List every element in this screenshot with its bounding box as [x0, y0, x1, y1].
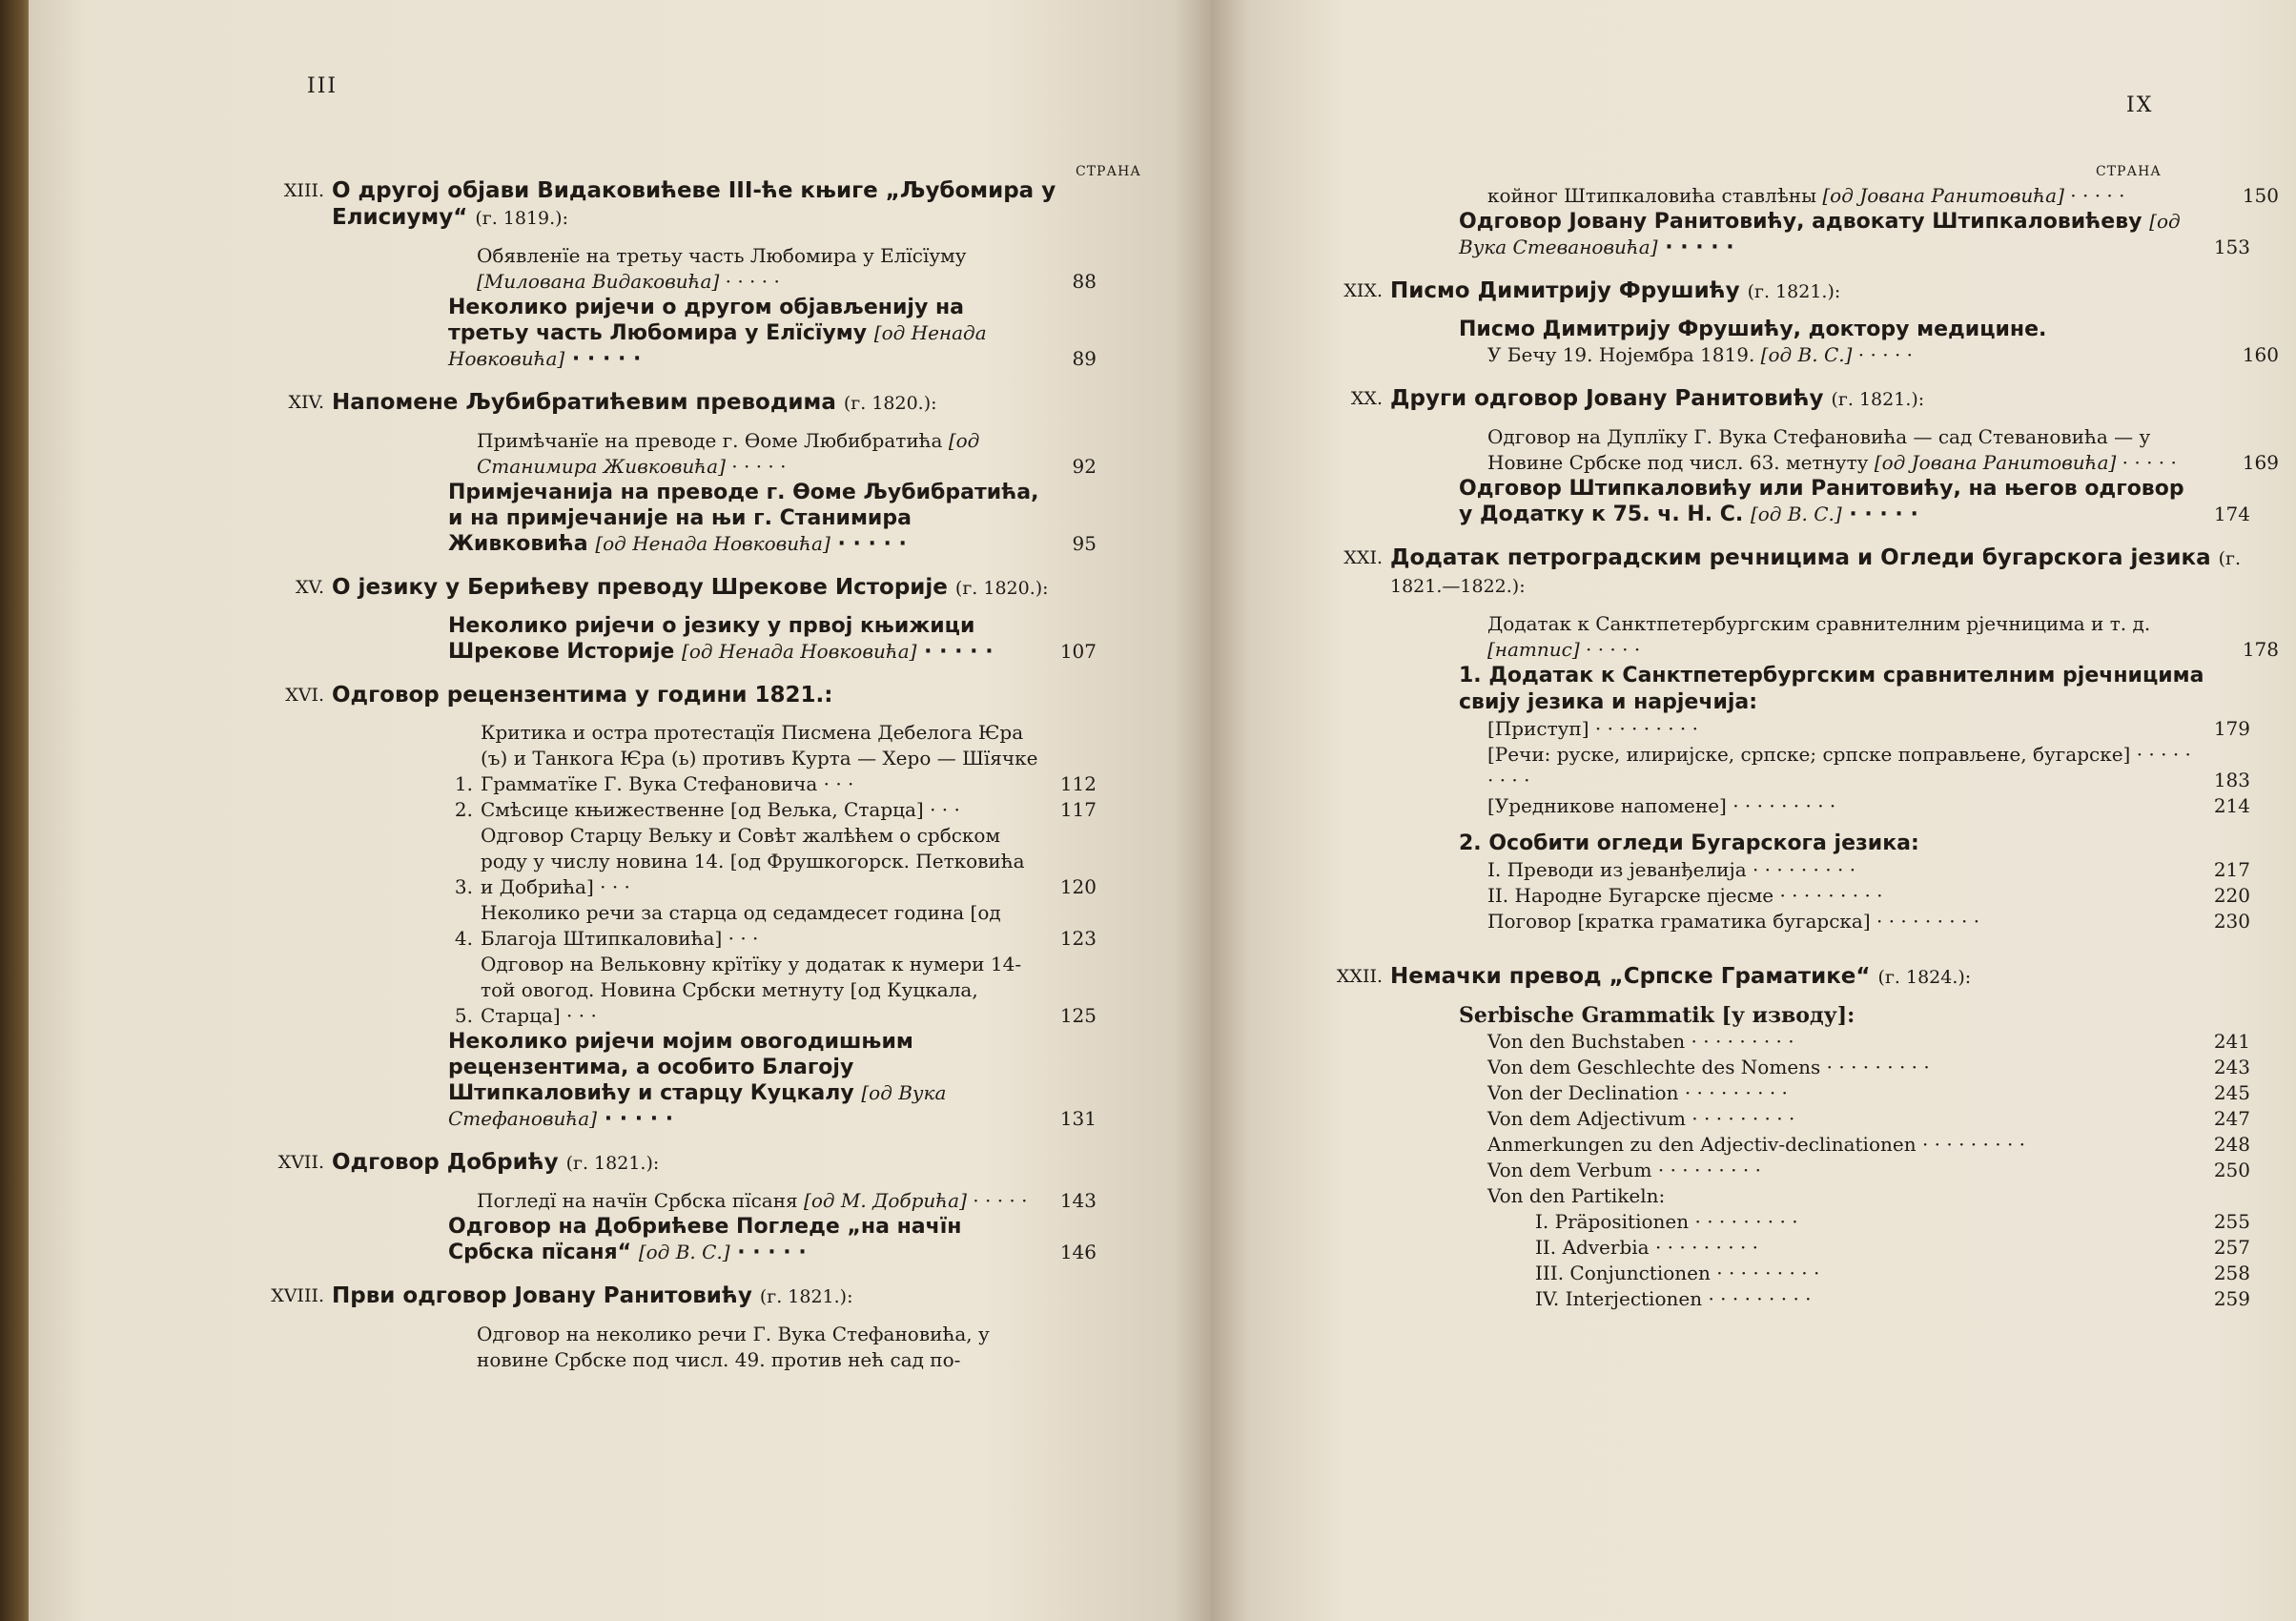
section-title	[332, 1149, 1097, 1177]
spacer	[1316, 819, 2269, 831]
entry-text: Примѣчанїе на преводе г. Ѳоме Любибратића	[477, 429, 943, 452]
entry-number: 1.	[454, 772, 473, 795]
entry-text: I. Преводи из јеванђелија · · · · · · · · ·	[1487, 858, 1856, 881]
column-header-strana: СТРАНА	[1076, 164, 1141, 179]
entry-text: Одговор Старцу Вељку и Совѣт жалѣћем о србском роду у числу новина 14. [од Фрушкогорск. Петковића и Добрића] · · ·	[481, 824, 1025, 898]
section-year: (г. 1819.):	[475, 208, 568, 229]
section-title-text: О језику у Берићеву преводу Шрекове Историје	[332, 575, 948, 600]
toc-section	[257, 1282, 1211, 1390]
entry-author: [од В. С.]	[638, 1241, 730, 1263]
page-ref: 241	[2213, 1030, 2250, 1053]
toc-entry	[1487, 183, 2279, 209]
entry-author: [од Јована Ранитовића]	[1822, 184, 2064, 207]
entry-text: Смѣсице књижественне [од Вељка, Старца] · · ·	[481, 798, 960, 821]
spacer	[1316, 600, 2269, 611]
toc-entry	[1535, 1286, 2250, 1312]
section-heading	[1316, 385, 2269, 413]
section-title	[332, 1282, 1097, 1310]
spacer	[1316, 260, 2269, 277]
entry-text: [Уредникове напомене] · · · · · · · · ·	[1487, 794, 1836, 817]
toc-entry	[477, 1322, 1097, 1373]
toc-entry	[448, 1214, 1097, 1265]
entry-text: Одговор на Добрићеве Погледе „на начїн Србска пїсаня“	[448, 1215, 962, 1264]
toc-entry	[1487, 857, 2250, 883]
numbered-entry	[448, 797, 1097, 823]
section-title-text: Први одговор Јовану Ранитовићу	[332, 1283, 752, 1308]
section-number: XX.	[1350, 388, 1383, 409]
page-ref: 230	[2213, 910, 2250, 933]
toc-section	[257, 389, 1211, 574]
toc-entry	[477, 428, 1097, 480]
section-heading	[1316, 963, 2269, 991]
numbered-entry	[448, 720, 1097, 797]
toc-entry	[1459, 209, 2250, 260]
toc-entry	[448, 480, 1097, 557]
toc-entry	[1487, 1158, 2250, 1183]
entry-text: [Приступ] · · · · · · · · ·	[1487, 717, 1698, 740]
section-title-text: Немачки превод „Српске Граматике“	[1390, 964, 1871, 989]
section-title-text: Напомене Љубибратићевим преводима	[332, 390, 836, 415]
page-ref: 112	[1059, 772, 1097, 795]
right-page	[1211, 0, 2296, 1621]
section-year: (г. 1820.):	[843, 393, 937, 414]
page-ref: 131	[1059, 1107, 1097, 1130]
entry-title: Одговор Штипкаловићу или Ранитовићу, на његов одговор у Додатку к 75. ч. Н. С. [од В. С.] · · · · ·	[1459, 477, 2184, 526]
page-ref: 88	[1072, 270, 1097, 293]
spacer	[257, 232, 1211, 243]
page-ref: 217	[2213, 858, 2250, 881]
entry-text: III. Conjunctionen · · · · · · · · ·	[1535, 1262, 1820, 1284]
entry-text: Критика и остра протестацїя Писмена Дебелога Ѥра (ъ) и Танкога Ѥра (ь) противъ Курта — Херо — Шїячке Грамматїке Г. Вука Стефановича · · ·	[481, 721, 1038, 795]
section-number: XVI.	[285, 685, 324, 706]
entry-number: 4.	[454, 927, 473, 950]
page-ref: 220	[2213, 884, 2250, 907]
toc-section	[257, 682, 1211, 1149]
section-heading	[1316, 544, 2269, 600]
toc-section	[257, 1149, 1211, 1282]
section-title-text: Одговор Добрићу	[332, 1150, 559, 1175]
section-title-text: Други одговор Јовану Ранитовићу	[1390, 386, 1824, 411]
spacer	[257, 1132, 1211, 1149]
entry-text: Неколико ријечи о језику у првој књижици Шрекове Историје	[448, 614, 975, 664]
page-ref: 107	[1059, 640, 1097, 663]
page-ref: 117	[1059, 798, 1097, 821]
toc-left	[257, 177, 1211, 1390]
entry-author: [од Вука Стефановића]	[448, 1081, 947, 1130]
spacer	[1316, 413, 2269, 424]
spacer	[257, 1265, 1211, 1282]
page-ref: 250	[2213, 1159, 2250, 1181]
spacer	[1316, 946, 2269, 963]
toc-entry	[1487, 793, 2250, 819]
entry-text: Поговор [кратка граматика бугарска] · · · · · · · · ·	[1487, 910, 1980, 933]
section-heading	[257, 389, 1097, 417]
left-page	[29, 0, 1211, 1621]
toc-section	[1316, 544, 2279, 963]
entry-text: Неколико ријечи о другом објављенију на третьу часть Любомира у Елїсїуму	[448, 296, 965, 345]
entry-text: Von dem Adjectivum · · · · · · · · ·	[1487, 1107, 1795, 1130]
toc-right	[1316, 183, 2279, 1329]
entry-title	[477, 1322, 1041, 1373]
entry-author: [од Јована Ранитовића]	[1874, 451, 2117, 474]
entry-text: Додатак к Санктпетербургским сравнителним рјечницима и т. д.	[1487, 612, 2151, 635]
toc-entry	[448, 1029, 1097, 1132]
entry-text: Одговор Јовану Ранитовићу, адвокату Штипкаловићеву	[1459, 210, 2142, 234]
entry-text: I. Präpositionen · · · · · · · · ·	[1535, 1210, 1798, 1233]
entry-title: Неколико ријечи о језику у првој књижици Шрекове Историје [од Ненада Новковића] · · · · ·	[448, 614, 994, 664]
entry-title: Погледї на начїн Србска пїсаня [од М. Добрића] · · · · ·	[477, 1189, 1028, 1212]
spacer	[257, 1177, 1211, 1188]
entry-text: Неколико речи за старца од седамдесет година [од Благоја Штипкаловића] · · ·	[481, 901, 1001, 950]
entry-text: Von der Declination · · · · · · · · ·	[1487, 1081, 1788, 1104]
page-ref: 146	[1059, 1241, 1097, 1263]
page-ref: 169	[2242, 451, 2279, 474]
page-ref: 174	[2213, 503, 2250, 525]
section-number: XVIII.	[271, 1285, 324, 1306]
spacer	[257, 417, 1211, 428]
toc-section	[1316, 277, 2279, 385]
section-year: (г. 1821.):	[1747, 281, 1841, 302]
spacer	[257, 602, 1211, 613]
toc-section	[257, 574, 1211, 682]
entry-title: Обявленїе на третьу часть Любомира у Елїсїуму [Милована Видаковића] · · · · ·	[477, 244, 967, 293]
section-heading	[257, 177, 1097, 232]
section-year: (г. 1821.):	[565, 1153, 660, 1174]
toc-entry	[1487, 1055, 2250, 1080]
page-ref: 258	[2213, 1262, 2250, 1284]
toc-entry	[477, 243, 1097, 295]
page-ref: 143	[1059, 1189, 1097, 1212]
page-ref: 248	[2213, 1133, 2250, 1156]
entry-text: Примјечанија на преводе г. Ѳоме Љубибратића, и на примјечаније на њи г. Станимира Живковића	[448, 481, 1039, 556]
spacer	[1316, 991, 2269, 1002]
spacer	[1316, 305, 2269, 317]
spacer	[257, 665, 1211, 682]
section-title-text: Додатак петроградским речницима и Огледи бугарскога језика	[1390, 545, 2211, 570]
toc-entry	[1487, 716, 2250, 742]
entry-title: Одговор на Добрићеве Погледе „на начїн Србска пїсаня“ [од В. С.] · · · · ·	[448, 1215, 962, 1264]
page-ref: 95	[1072, 532, 1097, 555]
entry-title: Примјечанија на преводе г. Ѳоме Љубибратића, и на примјечаније на њи г. Станимира Живковића [од Ненада Новковића] · · · · ·	[448, 481, 1039, 556]
section-number: XVII.	[277, 1152, 324, 1173]
page-ref: 92	[1072, 455, 1097, 478]
toc-entry	[1487, 1029, 2250, 1055]
section-number: XXI.	[1343, 547, 1383, 568]
entry-title: У Бечу 19. Нојембра 1819. [од В. С.] · · · · ·	[1487, 343, 1914, 366]
page-ref: 120	[1059, 875, 1097, 898]
entry-title: Одговор на Дуплїку Г. Вука Стефановића — сад Стевановића — у Новине Србске под числ. 63. метнуту [од Јована Ранитовића] · · · · ·	[1487, 425, 2177, 474]
entry-author: [од В. С.]	[1750, 503, 1842, 525]
spacer	[1316, 527, 2269, 544]
entry-title	[1459, 317, 2195, 342]
entry-text: Von dem Verbum · · · · · · · · ·	[1487, 1159, 1761, 1181]
entry-text: Одговор на неколико речи Г. Вука Стефановића, у новине Србске под числ. 49. против нећ сад по-	[477, 1323, 990, 1371]
entry-number: 2.	[454, 798, 473, 821]
toc-entry	[1459, 317, 2250, 342]
entry-number: 5.	[454, 1004, 473, 1027]
spacer	[1316, 1312, 2269, 1329]
entry-text: Одговор Штипкаловићу или Ранитовићу, на његов одговор у Додатку к 75. ч. Н. С.	[1459, 477, 2184, 526]
section-year: (г. 1824.):	[1877, 967, 1972, 988]
section-title-text: О другој објави Видаковићеве III-ће књиге „Љубомира у Елисиуму“	[332, 178, 1056, 230]
page-ref: 150	[2242, 184, 2279, 207]
toc-entry	[1487, 909, 2250, 934]
toc-entry	[448, 613, 1097, 665]
entry-author: [од Ненада Новковића]	[595, 532, 830, 555]
entry-text: койног Штипкаловића ставлѣны	[1487, 184, 1817, 207]
entry-title: Примѣчанїе на преводе г. Ѳоме Любибратића [од Станимира Живковића] · · · · ·	[477, 429, 980, 478]
column-header-strana: СТРАНА	[2096, 164, 2162, 179]
section-year: (г. 1821.):	[1831, 389, 1925, 410]
page-ref: 89	[1072, 347, 1097, 370]
page-number: III	[307, 74, 338, 98]
section-title	[332, 389, 1097, 417]
toc-entry	[1535, 1261, 2250, 1286]
entry-title: Одговор Јовану Ранитовићу, адвокату Штипкаловићеву [од Вука Стевановића] · · · · ·	[1459, 210, 2181, 259]
section-title	[1390, 385, 2269, 413]
page-ref: 257	[2213, 1236, 2250, 1259]
toc-entry	[1487, 342, 2279, 368]
entry-text: Обявленїе на третьу часть Любомира у Елїсїуму	[477, 244, 967, 267]
page-ref: 255	[2213, 1210, 2250, 1233]
page-ref: 153	[2213, 236, 2250, 258]
entry-text: Писмо Димитрију Фрушићу, доктору медицине.	[1459, 318, 2047, 341]
page-ref: 179	[2213, 717, 2250, 740]
toc-entry	[1535, 1209, 2250, 1235]
page-ref: 183	[2213, 769, 2250, 791]
entry-text: Anmerkungen zu den Adjectiv-declinationen · · · · · · · · ·	[1487, 1133, 2026, 1156]
toc-entry	[1487, 1080, 2250, 1106]
entry-author: [од М. Добрића]	[804, 1189, 967, 1212]
toc-entry	[1487, 883, 2250, 909]
entry-author: [од В. С.]	[1760, 343, 1853, 366]
spacer	[257, 708, 1211, 720]
toc-entry	[1487, 742, 2250, 793]
toc-entry	[1459, 476, 2250, 527]
entry-author: [од Ненада Новковића]	[448, 321, 987, 370]
section-number: XV.	[296, 577, 324, 598]
german-heading: Serbische Grammatik [у изводу]:	[1459, 1003, 1855, 1028]
numbered-entry	[448, 823, 1097, 900]
page-ref: 123	[1059, 927, 1097, 950]
page-ref: 243	[2213, 1056, 2250, 1078]
section-title	[1390, 544, 2269, 600]
entry-author: [Милована Видаковића]	[477, 270, 720, 293]
section-heading	[257, 682, 1097, 708]
toc-entry	[448, 295, 1097, 372]
page-ref: 160	[2242, 343, 2279, 366]
spacer	[257, 1373, 1211, 1390]
section-year: (г. 1820.):	[954, 578, 1049, 599]
section-title-text: Одговор рецензентима у години 1821.:	[332, 683, 833, 708]
section-title	[332, 574, 1097, 602]
entry-text: Von dem Geschlechte des Nomens · · · · · · · · ·	[1487, 1056, 1930, 1078]
entry-text: Одговор на Дуплїку Г. Вука Стефановића — сад Стевановића — у Новине Србске под числ. 63. метнуту	[1487, 425, 2151, 474]
entry-text: Von den Partikeln:	[1487, 1184, 1666, 1207]
page-ref: 245	[2213, 1081, 2250, 1104]
section-number: XXII.	[1336, 966, 1383, 987]
entry-text: II. Adverbia · · · · · · · · ·	[1535, 1236, 1759, 1259]
section-number: XIII.	[283, 180, 324, 201]
subsection-heading: 2. Особити огледи Бугарскога језика:	[1459, 831, 1919, 855]
entry-text: Von den Buchstaben · · · · · · · · ·	[1487, 1030, 1794, 1053]
entry-number: 3.	[454, 875, 473, 898]
toc-entry	[1535, 1235, 2250, 1261]
page-number: IX	[2126, 93, 2154, 117]
entry-text: У Бечу 19. Нојембра 1819.	[1487, 343, 1755, 366]
section-heading	[1316, 277, 2269, 305]
page-ref: 178	[2242, 638, 2279, 661]
section-title	[1390, 963, 2269, 991]
toc-entry	[1487, 1183, 2250, 1209]
section-title	[1390, 277, 2269, 305]
spacer	[257, 372, 1211, 389]
section-number: XIV.	[288, 392, 324, 413]
entry-text: Погледї на начїн Србска пїсаня	[477, 1189, 798, 1212]
spacer	[1316, 934, 2269, 946]
spacer	[257, 557, 1211, 574]
entry-text: [Речи: руске, илиријске, српске; српске поправљене, бугарске] · · · · · · · · ·	[1487, 743, 2191, 791]
entry-text: IV. Interjectionen · · · · · · · · ·	[1535, 1287, 1812, 1310]
page-ref: 125	[1059, 1004, 1097, 1027]
page-ref: 259	[2213, 1287, 2250, 1310]
spacer	[257, 1310, 1211, 1322]
section-title	[332, 177, 1097, 232]
section-number: XIX.	[1343, 280, 1383, 301]
entry-title: койног Штипкаловића ставлѣны [од Јована Ранитовића] · · · · ·	[1487, 184, 2125, 207]
entry-author: [натпис]	[1487, 638, 1580, 661]
section-heading	[257, 1282, 1097, 1310]
section-heading	[257, 1149, 1097, 1177]
toc-entry	[1487, 424, 2279, 476]
page-ref: 214	[2213, 794, 2250, 817]
entry-author: [од Станимира Живковића]	[477, 429, 980, 478]
toc-entry	[1487, 1106, 2250, 1132]
entry-title: Неколико ријечи о другом објављенију на третьу часть Любомира у Елїсїуму [од Ненада Новковића] · · · · ·	[448, 296, 987, 371]
entry-author: [од Ненада Новковића]	[682, 640, 917, 663]
section-year: (г. 1821.):	[759, 1286, 853, 1307]
numbered-entry	[448, 952, 1097, 1029]
toc-entry	[477, 1188, 1097, 1214]
section-title	[332, 682, 1097, 708]
section-title-text: Писмо Димитрију Фрушићу	[1390, 278, 1740, 303]
toc-entry	[1487, 1132, 2250, 1158]
spacer	[1316, 368, 2269, 385]
entry-text: Неколико ријечи мојим овогодишњим рецензентима, а особито Благоју Штипкаловићу и старцу Куцкалу	[448, 1030, 913, 1105]
section-year: (г. 1821.—1822.):	[1390, 548, 2242, 597]
entry-title: Неколико ријечи мојим овогодишњим рецензентима, а особито Благоју Штипкаловићу и старцу Куцкалу [од Вука Стефановића] · · · · ·	[448, 1030, 947, 1131]
toc-entry	[1487, 611, 2279, 663]
entry-title: Додатак к Санктпетербургским сравнителним рјечницима и т. д. [натпис] · · · · ·	[1487, 612, 2151, 661]
page-ref: 247	[2213, 1107, 2250, 1130]
toc-section	[257, 177, 1211, 389]
entry-text: Одговор на Вельковну крїтїку у додатак к нумери 14-той овогод. Новина Србски метнуту [од Куцкала, Старца] · · ·	[481, 953, 1022, 1027]
toc-section	[1316, 385, 2279, 544]
toc-section	[1316, 963, 2269, 1329]
section-heading	[257, 574, 1097, 602]
entry-text: II. Народне Бугарске пјесме · · · · · · · · ·	[1487, 884, 1883, 907]
numbered-entry	[448, 900, 1097, 952]
subsection-heading: 1. Додатак к Санктпетербургским сравнителним рјечницима свију језика и нарјечија:	[1459, 664, 2204, 714]
entry-author: [од Вука Стевановића]	[1459, 210, 2181, 258]
